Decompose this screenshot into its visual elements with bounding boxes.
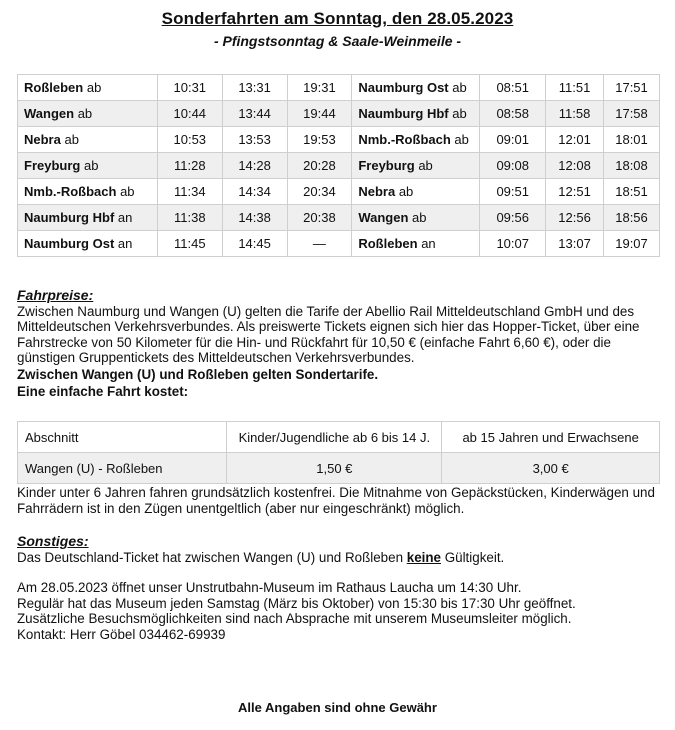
station-cell bbox=[18, 205, 158, 231]
einfache-fahrt-label: Eine einfache Fahrt kostet: bbox=[17, 384, 189, 399]
departure-time: 12:01 bbox=[546, 127, 604, 153]
timetable-row bbox=[18, 75, 660, 101]
departure-time: 20:34 bbox=[287, 179, 352, 205]
departure-time: 12:51 bbox=[546, 179, 604, 205]
station-name: Naumburg Ost bbox=[24, 236, 115, 251]
fare-row bbox=[18, 453, 660, 484]
departure-time: 19:31 bbox=[287, 75, 352, 101]
departure-time: 14:38 bbox=[222, 205, 287, 231]
sonstiges-section bbox=[17, 534, 662, 642]
station-direction: ab bbox=[64, 132, 79, 147]
fare-header-row bbox=[18, 422, 660, 453]
station-direction: ab bbox=[454, 132, 469, 147]
departure-time: 20:28 bbox=[287, 153, 352, 179]
station-name: Nebra bbox=[24, 132, 61, 147]
station-name: Wangen bbox=[358, 210, 409, 225]
departure-time: 10:31 bbox=[157, 75, 222, 101]
station-name: Naumburg Hbf bbox=[358, 106, 449, 121]
station-direction: an bbox=[421, 236, 436, 251]
station-cell bbox=[352, 127, 480, 153]
station-direction: ab bbox=[452, 106, 467, 121]
ticket-text-pre: Das Deutschland-Ticket hat zwischen Wangen (U) und Roßleben bbox=[17, 549, 407, 565]
page-subtitle: - Pfingstsonntag & Saale-Weinmeile - bbox=[213, 33, 462, 49]
departure-time: 19:07 bbox=[604, 231, 660, 257]
station-name: Roßleben bbox=[24, 80, 84, 95]
departure-time: 14:28 bbox=[222, 153, 287, 179]
station-direction: ab bbox=[412, 210, 427, 225]
fare-section-cell: Wangen (U) - Roßleben bbox=[18, 453, 227, 484]
departure-time: 11:28 bbox=[157, 153, 222, 179]
museum-line-2: Regulär hat das Museum jeden Samstag (März bis Oktober) von 15:30 bis 17:30 Uhr geöffnet. bbox=[17, 595, 576, 611]
station-direction: ab bbox=[83, 158, 99, 173]
station-cell bbox=[352, 75, 480, 101]
timetable-row bbox=[18, 231, 660, 257]
station-cell bbox=[18, 231, 158, 257]
departure-time: 11:58 bbox=[546, 101, 604, 127]
fare-child-price: 1,50 € bbox=[227, 453, 442, 484]
timetable-row bbox=[18, 179, 660, 205]
station-cell bbox=[352, 101, 480, 127]
station-direction: ab bbox=[120, 184, 135, 199]
departure-time: 13:44 bbox=[222, 101, 287, 127]
departure-time: 09:51 bbox=[480, 179, 546, 205]
fare-header-cell: ab 15 Jahren und Erwachsene bbox=[442, 422, 660, 453]
departure-time: 08:51 bbox=[480, 75, 546, 101]
fahrpreise-text: Zwischen Naumburg und Wangen (U) gelten die Tarife der Abellio Rail Mitteldeutschland GmbH und des Mitteldeutschen Verkehrsverbundes. Als preiswerte Tickets eignen sich hier das Hopper-Ticket, über eine Fahrstrecke von 50 Kilometer für die Hin- und Rückfahrt für 10,50 € (einfache Fahrt 6,60 €), oder die günstigen Gruppentickets des Mitteldeutschen Verkehrsverbundes. bbox=[17, 303, 640, 365]
departure-time: 11:38 bbox=[157, 205, 222, 231]
station-name: Naumburg Hbf bbox=[24, 210, 115, 225]
departure-time: 19:44 bbox=[287, 101, 352, 127]
station-direction: ab bbox=[452, 80, 467, 95]
contact-line: Kontakt: Herr Göbel 034462-69939 bbox=[17, 626, 226, 642]
station-name: Nebra bbox=[358, 184, 396, 199]
footer-disclaimer: Alle Angaben sind ohne Gewähr bbox=[238, 700, 437, 715]
station-cell bbox=[352, 153, 480, 179]
station-cell bbox=[352, 179, 480, 205]
keine-emphasis: keine bbox=[406, 549, 441, 565]
departure-time: 11:51 bbox=[546, 75, 604, 101]
kinder-text: Kinder unter 6 Jahren fahren grundsätzlich kostenfrei. Die Mitnahme von Gepäckstücken, Kinderwägen und Fahrrädern ist in den Zügen unentgeltlich (aber nur eingeschränkt) möglich. bbox=[17, 485, 655, 516]
departure-time: 11:45 bbox=[157, 231, 222, 257]
station-cell bbox=[18, 75, 158, 101]
station-direction: ab bbox=[398, 184, 414, 199]
station-cell bbox=[352, 205, 480, 231]
departure-time: 18:01 bbox=[604, 127, 660, 153]
departure-time: 08:58 bbox=[480, 101, 546, 127]
fare-adult-price: 3,00 € bbox=[442, 453, 660, 484]
museum-line-3: Zusätzliche Besuchsmöglichkeiten sind nach Absprache mit unserem Museumsleiter möglich. bbox=[17, 611, 572, 626]
departure-time: 17:51 bbox=[604, 75, 660, 101]
station-cell bbox=[18, 101, 158, 127]
departure-time: — bbox=[287, 231, 352, 257]
sonstiges-heading: Sonstiges: bbox=[17, 533, 89, 549]
station-name: Naumburg Ost bbox=[358, 80, 449, 95]
station-direction: ab bbox=[86, 80, 102, 95]
fare-table bbox=[17, 421, 660, 484]
station-name: Freyburg bbox=[358, 158, 415, 173]
departure-time: 09:01 bbox=[480, 127, 546, 153]
fahrpreise-section bbox=[17, 288, 662, 400]
departure-time: 19:53 bbox=[287, 127, 352, 153]
page-title: Sonderfahrten am Sonntag, den 28.05.2023 bbox=[161, 9, 514, 28]
timetable-row bbox=[18, 153, 660, 179]
departure-time: 12:08 bbox=[546, 153, 604, 179]
timetable bbox=[17, 74, 660, 257]
museum-line-1: Am 28.05.2023 öffnet unser Unstrutbahn-Museum im Rathaus Laucha um 14:30 Uhr. bbox=[17, 580, 522, 595]
departure-time: 20:38 bbox=[287, 205, 352, 231]
station-direction: an bbox=[117, 236, 133, 251]
station-cell bbox=[18, 153, 158, 179]
timetable-row bbox=[18, 101, 660, 127]
departure-time: 13:07 bbox=[546, 231, 604, 257]
station-name: Wangen bbox=[24, 106, 75, 121]
fahrpreise-heading: Fahrpreise: bbox=[17, 287, 94, 303]
station-cell bbox=[352, 231, 480, 257]
station-name: Nmb.-Roßbach bbox=[24, 184, 117, 199]
departure-time: 14:34 bbox=[222, 179, 287, 205]
departure-time: 09:08 bbox=[480, 153, 546, 179]
departure-time: 18:56 bbox=[604, 205, 660, 231]
departure-time: 12:56 bbox=[546, 205, 604, 231]
ticket-text-post: Gültigkeit. bbox=[441, 549, 505, 565]
sondertarif-note: Zwischen Wangen (U) und Roßleben gelten Sondertarife. bbox=[17, 366, 379, 382]
departure-time: 11:34 bbox=[157, 179, 222, 205]
timetable-row bbox=[18, 205, 660, 231]
departure-time: 14:45 bbox=[222, 231, 287, 257]
departure-time: 17:58 bbox=[604, 101, 660, 127]
departure-time: 18:51 bbox=[604, 179, 660, 205]
station-name: Freyburg bbox=[24, 158, 81, 173]
station-name: Nmb.-Roßbach bbox=[358, 132, 451, 147]
station-cell bbox=[18, 179, 158, 205]
departure-time: 13:31 bbox=[222, 75, 287, 101]
timetable-row bbox=[18, 127, 660, 153]
departure-time: 10:07 bbox=[480, 231, 546, 257]
departure-time: 09:56 bbox=[480, 205, 546, 231]
station-direction: ab bbox=[77, 106, 93, 121]
fare-header-cell: Abschnitt bbox=[18, 422, 227, 453]
fare-header-cell: Kinder/Jugendliche ab 6 bis 14 J. bbox=[227, 422, 442, 453]
departure-time: 10:53 bbox=[157, 127, 222, 153]
departure-time: 13:53 bbox=[222, 127, 287, 153]
departure-time: 18:08 bbox=[604, 153, 660, 179]
station-name: Roßleben bbox=[358, 236, 418, 251]
deutschland-ticket-text bbox=[17, 550, 662, 566]
departure-time: 10:44 bbox=[157, 101, 222, 127]
station-cell bbox=[18, 127, 158, 153]
station-direction: ab bbox=[418, 158, 433, 173]
station-direction: an bbox=[117, 210, 133, 225]
